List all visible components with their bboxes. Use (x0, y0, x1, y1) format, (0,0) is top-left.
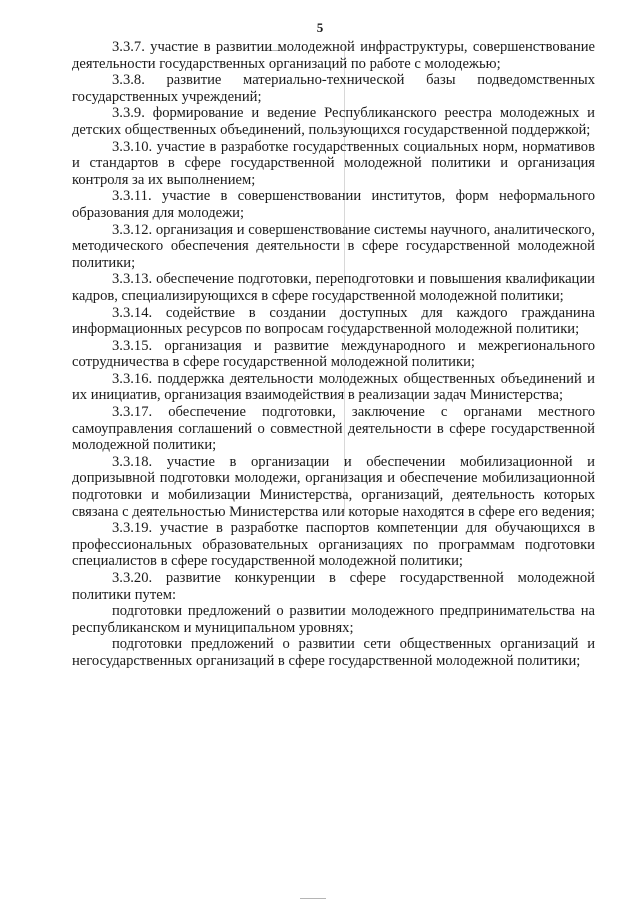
paragraph-3-3-20-item-1: подготовки предложений о развитии молодежного предпринимательства на республиканском и муниципальном уровнях; (72, 603, 595, 636)
paragraph-3-3-12: 3.3.12. организация и совершенствование системы научного, аналитического, методического обеспечения деятельности в сфере государственной молодежной политики; (72, 221, 595, 271)
document-body (72, 39, 595, 670)
paragraph-3-3-17: 3.3.17. обеспечение подготовки, заключение с органами местного самоуправления соглашений о совместной деятельности в сфере государственной молодежной политики; (72, 404, 595, 454)
scan-mark-bottom (300, 898, 326, 899)
paragraph-3-3-14: 3.3.14. содействие в создании доступных для каждого гражданина информационных ресурсов по вопросам государственной молодежной политики; (72, 304, 595, 338)
paragraph-3-3-16: 3.3.16. поддержка деятельности молодежных общественных объединений и их инициатив, организация взаимодействия в реализации задач Министерства; (72, 370, 595, 404)
paragraph-3-3-13: 3.3.13. обеспечение подготовки, переподготовки и повышения квалификации кадров, специализирующихся в сфере государственной молодежной политики; (72, 271, 595, 304)
paragraph-3-3-19: 3.3.19. участие в разработке паспортов компетенции для обучающихся в профессиональных образовательных организациях по программам подготовки специалистов в сфере государственной молодежной политики; (72, 520, 595, 570)
paragraph-3-3-15: 3.3.15. организация и развитие международного и межрегионального сотрудничества в сфере государственной молодежной политики; (72, 337, 595, 371)
paragraph-3-3-20: 3.3.20. развитие конкуренции в сфере государственной молодежной политики путем: (72, 570, 595, 603)
page-number: 5 (316, 20, 324, 35)
paragraph-3-3-18: 3.3.18. участие в организации и обеспечении мобилизационной и допризывной подготовки молодежи, организация и обеспечение мобилизационной подготовки и мобилизации Министерства, организаций, деятельность которых связана с деятельностью Министерства или которые находятся в сфере его ведения; (72, 453, 595, 520)
paragraph-3-3-9: 3.3.9. формирование и ведение Республиканского реестра молодежных и детских общественных объединений, пользующихся государственной поддержкой; (72, 105, 595, 138)
paragraph-3-3-7: 3.3.7. участие в развитии молодежной инфраструктуры, совершенствование деятельности государственных организаций по работе с молодежью; (72, 39, 595, 72)
paragraph-3-3-20-item-2: подготовки предложений о развитии сети общественных организаций и негосударственных организаций в сфере государственной молодежной политики; (72, 636, 595, 669)
paragraph-3-3-11: 3.3.11. участие в совершенствовании институтов, форм неформального образования для молодежи; (72, 188, 595, 221)
paragraph-3-3-10: 3.3.10. участие в разработке государственных социальных норм, нормативов и стандартов в сфере государственной молодежной политики и организация контроля за их выполнением; (72, 138, 595, 188)
paragraph-3-3-8: 3.3.8. развитие материально-технической базы подведомственных государственных учреждений; (72, 72, 595, 105)
